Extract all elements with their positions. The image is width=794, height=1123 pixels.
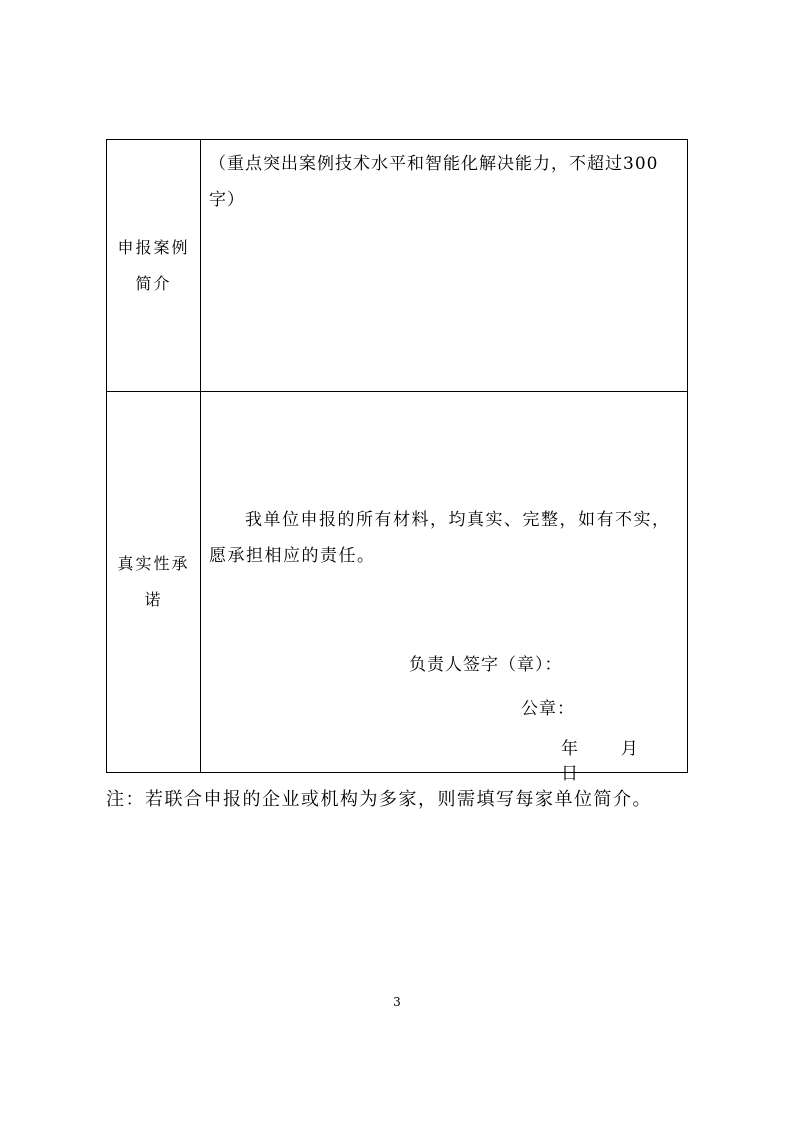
signature-label: 负责人签字（章）： <box>409 655 563 676</box>
case-summary-field[interactable] <box>201 140 688 392</box>
case-summary-label-line1: 申报案例 <box>117 237 190 257</box>
date-month-label: 月 <box>620 739 638 760</box>
application-form-table <box>106 139 688 785</box>
authenticity-row <box>107 392 688 773</box>
case-summary-label-line2: 简介 <box>135 273 172 293</box>
date-year-label: 年 <box>561 739 578 760</box>
case-summary-row <box>107 140 688 392</box>
authenticity-label <box>107 392 201 773</box>
authenticity-statement: 我单位申报的所有材料，均真实、完整，如有不实，愿承担相应的责任。 <box>209 510 671 567</box>
case-summary-hint: （重点突出案例技术水平和智能化解决能力，不超过300字） <box>209 154 659 210</box>
authenticity-field <box>201 392 688 785</box>
footnote: 注：若联合申报的企业或机构为多家，则需填写每家单位简介。 <box>106 789 652 810</box>
authenticity-label-line1: 真实性承 <box>117 554 190 574</box>
seal-label: 公章： <box>521 699 575 720</box>
case-summary-label <box>107 140 201 392</box>
date-line <box>561 734 687 784</box>
authenticity-label-line2: 诺 <box>144 590 163 610</box>
page-number: 3 <box>393 995 401 1009</box>
date-day-label: 日 <box>561 764 578 785</box>
